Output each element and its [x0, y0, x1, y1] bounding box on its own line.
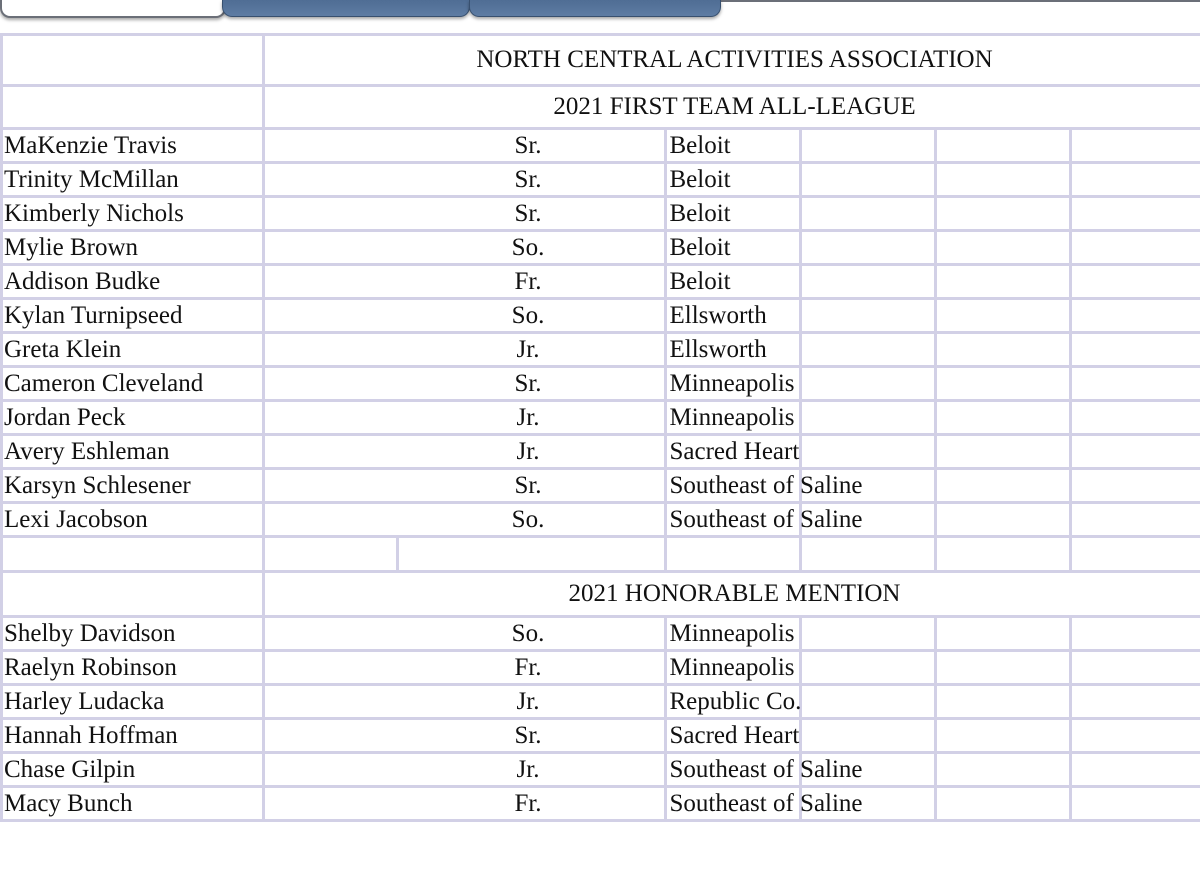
blank-row	[2, 537, 1200, 572]
player-school-text: Beloit	[669, 132, 731, 159]
cell[interactable]	[801, 129, 936, 163]
player-school-text: Republic Co.	[669, 688, 802, 715]
player-year-text: Jr.	[516, 688, 540, 715]
cell[interactable]	[264, 197, 398, 231]
cell[interactable]	[1071, 231, 1200, 265]
player-school[interactable]	[666, 197, 801, 231]
table-row	[2, 299, 1200, 333]
player-name[interactable]: Addison Budke	[2, 265, 264, 299]
cell[interactable]	[1071, 435, 1200, 469]
player-school[interactable]	[666, 163, 801, 197]
player-school-text: Sacred Heart	[669, 722, 800, 749]
player-name[interactable]: Cameron Cleveland	[2, 367, 264, 401]
table-row	[2, 435, 1200, 469]
cell[interactable]	[936, 163, 1071, 197]
cell[interactable]	[264, 367, 398, 401]
player-name[interactable]: Karsyn Schlesener	[2, 469, 264, 503]
player-name[interactable]: Macy Bunch	[2, 787, 264, 821]
table-row	[2, 231, 1200, 265]
cell[interactable]	[936, 129, 1071, 163]
table-row	[2, 685, 1200, 719]
player-school[interactable]	[666, 129, 801, 163]
player-year[interactable]	[398, 333, 666, 367]
cell[interactable]	[801, 719, 936, 753]
cell[interactable]	[1071, 265, 1200, 299]
cell[interactable]	[801, 163, 936, 197]
player-name[interactable]: Chase Gilpin	[2, 753, 264, 787]
cell[interactable]	[801, 617, 936, 651]
cell[interactable]	[1071, 401, 1200, 435]
player-year-text: Jr.	[516, 336, 540, 363]
player-school[interactable]	[666, 333, 801, 367]
player-year[interactable]	[398, 265, 666, 299]
cell[interactable]	[264, 537, 398, 572]
cell[interactable]	[1071, 685, 1200, 719]
cell[interactable]	[264, 231, 398, 265]
sheet-tab-3[interactable]	[469, 0, 721, 17]
player-year[interactable]	[398, 299, 666, 333]
cell[interactable]	[936, 435, 1071, 469]
player-year-text: Fr.	[514, 268, 542, 295]
player-school[interactable]	[666, 231, 801, 265]
cell[interactable]	[2, 35, 264, 86]
cell[interactable]	[936, 537, 1071, 572]
player-year[interactable]	[398, 367, 666, 401]
cell[interactable]	[2, 537, 264, 572]
cell[interactable]	[936, 299, 1071, 333]
cell[interactable]	[1071, 333, 1200, 367]
cell[interactable]	[801, 435, 936, 469]
table-row	[2, 787, 1200, 821]
player-school[interactable]	[666, 469, 863, 503]
sheet-tab-1[interactable]	[0, 0, 226, 18]
table-row	[2, 367, 1200, 401]
table-row	[2, 401, 1200, 435]
player-school[interactable]	[666, 503, 863, 537]
cell[interactable]	[264, 503, 398, 537]
cell[interactable]	[936, 231, 1071, 265]
cell[interactable]	[801, 197, 936, 231]
cell[interactable]	[1071, 651, 1200, 685]
player-name[interactable]: Jordan Peck	[2, 401, 264, 435]
player-school[interactable]	[666, 367, 801, 401]
player-school[interactable]	[666, 719, 801, 753]
player-year[interactable]	[398, 231, 666, 265]
cell[interactable]	[936, 753, 1071, 787]
player-school-text: Beloit	[669, 234, 731, 261]
player-school-text: Ellsworth	[669, 302, 767, 329]
cell[interactable]	[264, 469, 398, 503]
player-name[interactable]: Kylan Turnipseed	[2, 299, 264, 333]
player-school-text: Beloit	[669, 166, 731, 193]
cell[interactable]	[398, 537, 666, 572]
table-row	[2, 163, 1200, 197]
player-year[interactable]	[398, 435, 666, 469]
cell[interactable]	[801, 265, 936, 299]
player-year[interactable]	[398, 753, 666, 787]
player-school-text: Minneapolis	[669, 370, 795, 397]
association-title[interactable]: NORTH CENTRAL ACTIVITIES ASSOCIATION	[264, 35, 1200, 86]
player-name[interactable]: Shelby Davidson	[2, 617, 264, 651]
player-school[interactable]	[666, 787, 863, 821]
player-year[interactable]	[398, 163, 666, 197]
cell[interactable]	[936, 367, 1071, 401]
association-title-row	[2, 35, 1200, 86]
player-school[interactable]	[666, 401, 801, 435]
player-year-text: Sr.	[514, 200, 542, 227]
player-year-text: Jr.	[516, 404, 540, 431]
player-school-text: Minneapolis	[669, 620, 795, 647]
cell[interactable]	[264, 333, 398, 367]
player-school-text: Beloit	[669, 268, 731, 295]
table-row	[2, 197, 1200, 231]
player-year[interactable]	[398, 719, 666, 753]
table-row	[2, 469, 1200, 503]
sheet-tab-2[interactable]	[222, 0, 470, 17]
table-row	[2, 129, 1200, 163]
player-year-text: Sr.	[514, 166, 542, 193]
honorable-title-row	[2, 572, 1200, 617]
table-row	[2, 719, 1200, 753]
player-school[interactable]	[666, 651, 801, 685]
player-year-text: Fr.	[514, 654, 542, 681]
cell[interactable]	[936, 651, 1071, 685]
spacer-row	[2, 24, 1200, 35]
cell[interactable]	[1071, 163, 1200, 197]
cell[interactable]	[936, 685, 1071, 719]
player-year-text: So.	[511, 234, 545, 261]
cell[interactable]	[1071, 129, 1200, 163]
player-year[interactable]	[398, 197, 666, 231]
player-school[interactable]	[666, 617, 801, 651]
player-school-text: Minneapolis	[669, 654, 795, 681]
cell[interactable]	[801, 333, 936, 367]
cell[interactable]	[1071, 719, 1200, 753]
honorable-title[interactable]: 2021 HONORABLE MENTION	[264, 572, 1200, 617]
table-row	[2, 651, 1200, 685]
player-year-text: So.	[511, 506, 545, 533]
first-team-title-row	[2, 86, 1200, 129]
cell[interactable]	[2, 572, 264, 617]
player-year-text: Sr.	[514, 370, 542, 397]
player-year-text: So.	[511, 302, 545, 329]
player-year[interactable]	[398, 401, 666, 435]
player-school-text: Minneapolis	[669, 404, 795, 431]
cell[interactable]	[801, 299, 936, 333]
cell[interactable]	[1071, 197, 1200, 231]
player-school-text: Southeast of Saline	[669, 472, 863, 499]
player-year[interactable]	[398, 617, 666, 651]
cell[interactable]	[801, 401, 936, 435]
player-school[interactable]	[666, 685, 801, 719]
player-school[interactable]	[666, 265, 801, 299]
cell[interactable]	[936, 719, 1071, 753]
cell[interactable]	[1071, 299, 1200, 333]
player-name[interactable]: Trinity McMillan	[2, 163, 264, 197]
cell[interactable]	[801, 231, 936, 265]
player-name[interactable]: Mylie Brown	[2, 231, 264, 265]
table-row	[2, 753, 1200, 787]
cell[interactable]	[264, 401, 398, 435]
cell[interactable]	[1071, 617, 1200, 651]
cell[interactable]	[936, 197, 1071, 231]
player-name[interactable]: Kimberly Nichols	[2, 197, 264, 231]
cell[interactable]	[264, 685, 398, 719]
player-year-text: Jr.	[516, 438, 540, 465]
player-school[interactable]	[666, 435, 801, 469]
cell[interactable]	[1071, 753, 1200, 787]
cell[interactable]	[801, 651, 936, 685]
cell[interactable]	[264, 651, 398, 685]
cell[interactable]	[801, 685, 936, 719]
cell[interactable]	[666, 537, 801, 572]
cell[interactable]	[936, 333, 1071, 367]
cell[interactable]	[936, 503, 1071, 537]
player-year[interactable]	[398, 685, 666, 719]
cell[interactable]	[264, 435, 398, 469]
cell[interactable]	[2, 86, 264, 129]
player-name[interactable]: Greta Klein	[2, 333, 264, 367]
player-year-text: Jr.	[516, 756, 540, 783]
player-year[interactable]	[398, 651, 666, 685]
cell[interactable]	[1071, 503, 1200, 537]
player-name[interactable]: Harley Ludacka	[2, 685, 264, 719]
cell[interactable]	[936, 401, 1071, 435]
cell[interactable]	[1071, 469, 1200, 503]
player-year-text: So.	[511, 620, 545, 647]
sheet-tab-strip	[0, 0, 1200, 24]
player-name[interactable]: Raelyn Robinson	[2, 651, 264, 685]
player-year[interactable]	[398, 129, 666, 163]
cell[interactable]	[264, 719, 398, 753]
cell[interactable]	[936, 265, 1071, 299]
cell[interactable]	[264, 753, 398, 787]
player-school[interactable]	[666, 299, 801, 333]
cell[interactable]	[1071, 787, 1200, 821]
spreadsheet-grid	[0, 24, 1200, 822]
first-team-title[interactable]: 2021 FIRST TEAM ALL-LEAGUE	[264, 86, 1200, 129]
cell[interactable]	[264, 163, 398, 197]
player-school-text: Sacred Heart	[669, 438, 800, 465]
player-school[interactable]	[666, 753, 863, 787]
cell[interactable]	[264, 787, 398, 821]
cell[interactable]	[936, 469, 1071, 503]
player-year[interactable]	[398, 787, 666, 821]
player-name[interactable]: Avery Eshleman	[2, 435, 264, 469]
table-row	[2, 333, 1200, 367]
player-school-text: Southeast of Saline	[669, 790, 863, 817]
player-school-text: Southeast of Saline	[669, 506, 863, 533]
cell[interactable]	[936, 617, 1071, 651]
table-row	[2, 617, 1200, 651]
cell[interactable]	[1071, 367, 1200, 401]
player-year-text: Fr.	[514, 790, 542, 817]
cell[interactable]	[1071, 537, 1200, 572]
player-year[interactable]	[398, 469, 666, 503]
table-row	[2, 265, 1200, 299]
player-year-text: Sr.	[514, 722, 542, 749]
player-name[interactable]: Hannah Hoffman	[2, 719, 264, 753]
cell[interactable]	[801, 537, 936, 572]
player-school-text: Beloit	[669, 200, 731, 227]
table-row	[2, 503, 1200, 537]
cell[interactable]	[264, 617, 398, 651]
cell[interactable]	[264, 129, 398, 163]
player-year[interactable]	[398, 503, 666, 537]
cell[interactable]	[936, 787, 1071, 821]
player-school-text: Ellsworth	[669, 336, 767, 363]
player-year-text: Sr.	[514, 472, 542, 499]
cell[interactable]	[264, 299, 398, 333]
cell[interactable]	[801, 367, 936, 401]
player-name[interactable]: Lexi Jacobson	[2, 503, 264, 537]
player-year-text: Sr.	[514, 132, 542, 159]
cell[interactable]	[264, 265, 398, 299]
player-name[interactable]: MaKenzie Travis	[2, 129, 264, 163]
player-school-text: Southeast of Saline	[669, 756, 863, 783]
